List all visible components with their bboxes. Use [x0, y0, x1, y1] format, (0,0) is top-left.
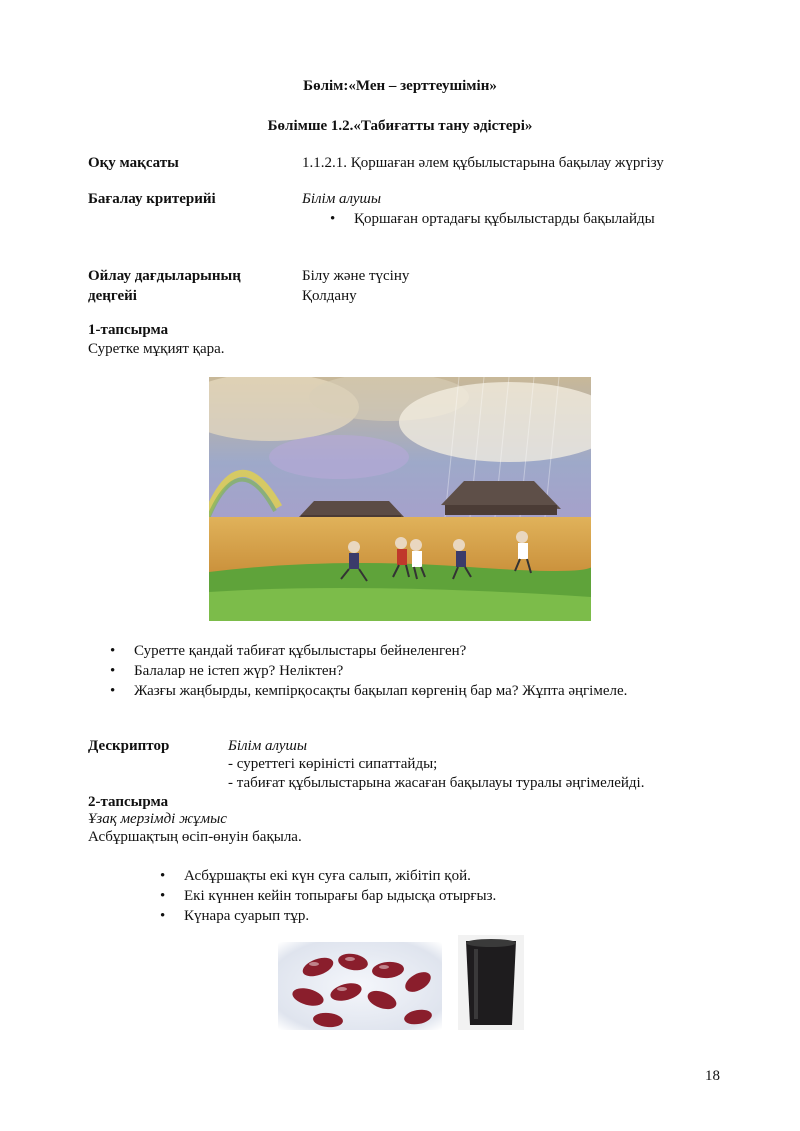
task1-title: 1-тапсырма [88, 322, 169, 338]
thinking-value-line-1: Білу және түсіну [302, 268, 410, 284]
descriptor-line-2: - табиғат құбылыстарына жасаған бақылауы туралы әңгімелейді. [228, 775, 645, 791]
criteria-learner: Білім алушы [302, 191, 382, 207]
rain-rainbow-illustration [209, 377, 591, 621]
task2-subtitle: Ұзақ мерзімді жұмыс [88, 811, 227, 827]
step-2: • Екі күннен кейін топырағы бар ыдысқа отырғыз. [184, 888, 496, 905]
thinking-label [88, 266, 241, 306]
task2-title: 2-тапсырма [88, 794, 169, 810]
step-1: • Асбұршақты екі күн суға салып, жібітіп қой. [184, 868, 471, 885]
criteria-item: • Қоршаған ортадағы құбылыстарды бақылайды [354, 211, 655, 228]
glass-of-water-photo [458, 935, 524, 1030]
criteria-label: Бағалау критерийі [88, 191, 216, 207]
question-2: • Балалар не істеп жүр? Неліктен? [134, 663, 343, 680]
task2-instruction: Асбұршақтың өсіп-өнуін бақыла. [88, 829, 302, 845]
task1-instruction: Суретке мұқият қара. [88, 341, 225, 357]
section-title: Бөлім:«Мен – зерттеушімін» [303, 78, 497, 94]
step-3: • Күнара суарып тұр. [184, 908, 309, 925]
page-number: 18 [705, 1068, 720, 1084]
thinking-label-line-1: Ойлау дағдыларының [88, 268, 241, 284]
thinking-value-line-2: Қолдану [302, 288, 357, 304]
subsection-title: Бөлімше 1.2.«Табиғатты тану әдістері» [267, 118, 533, 134]
objective-value: 1.1.2.1. Қоршаған әлем құбылыстарына бақылау жүргізу [302, 155, 664, 171]
thinking-value [302, 266, 409, 306]
descriptor-learner: Білім алушы [228, 738, 308, 754]
descriptor-line-1: - суреттегі көріністі сипаттайды; [228, 756, 438, 772]
objective-label: Оқу мақсаты [88, 155, 179, 171]
thinking-label-line-2: деңгейі [88, 288, 137, 304]
question-1: • Суретте қандай табиғат құбылыстары бейнеленген? [134, 643, 466, 660]
beans-photo [278, 942, 442, 1030]
question-3: • Жазғы жаңбырды, кемпірқосақты бақылап көргенің бар ма? Жұпта әңгімеле. [134, 683, 627, 700]
descriptor-label: Дескриптор [88, 738, 170, 754]
